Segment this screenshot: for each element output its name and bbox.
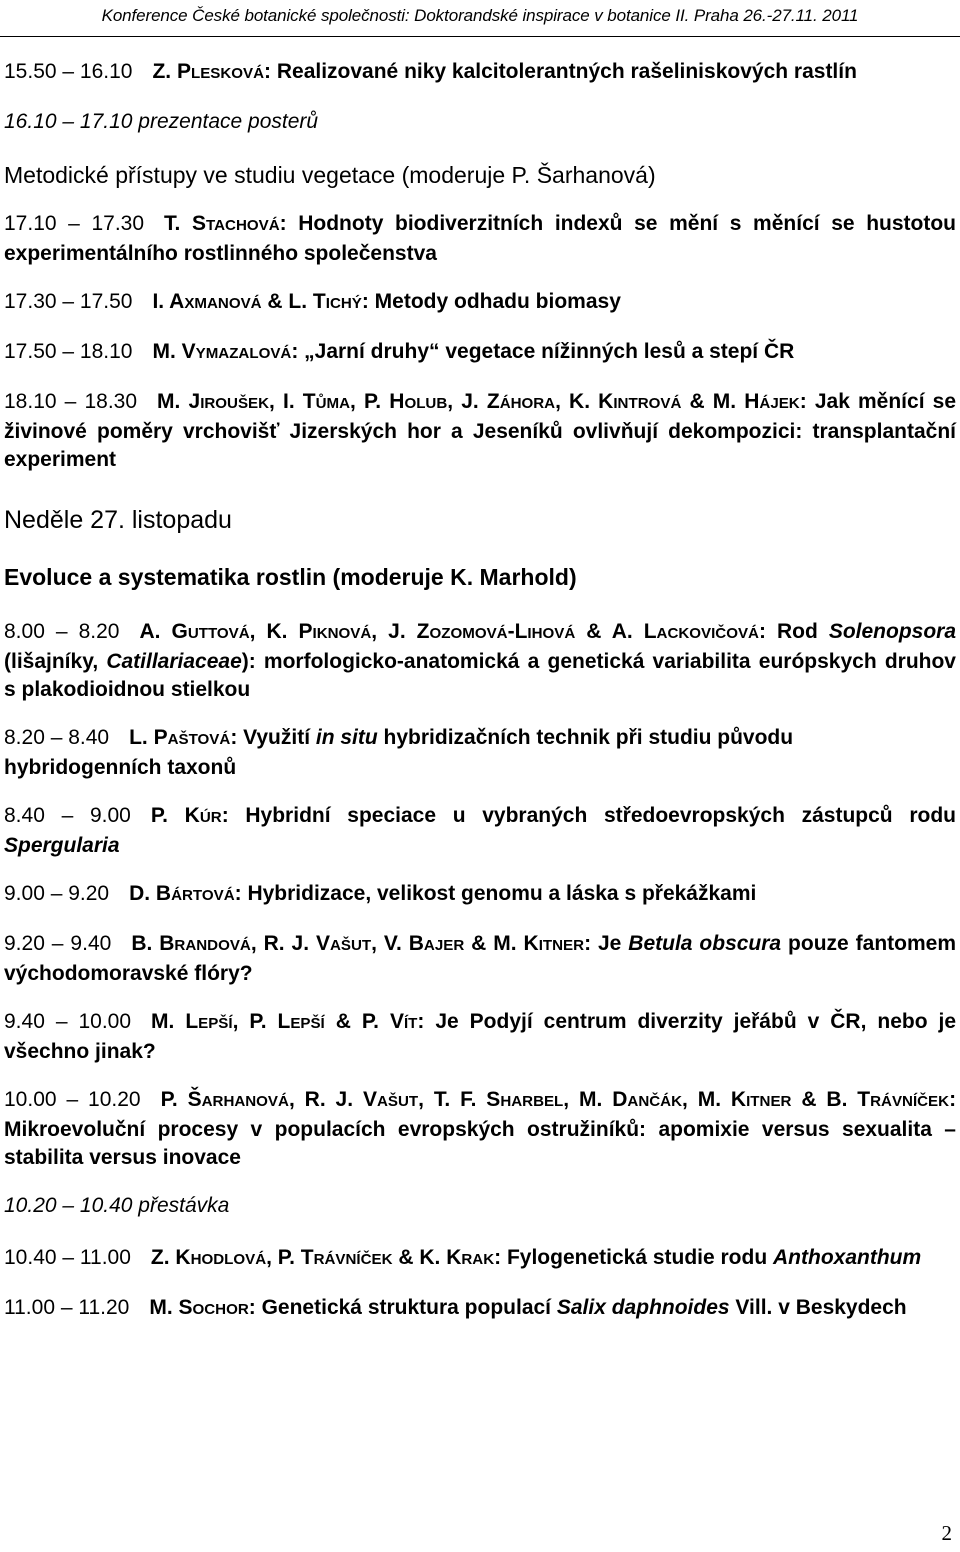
author: , K. K: [555, 390, 614, 413]
entry-title: : „Jarní druhy“ vegetace nížinných lesů a stepí ČR: [291, 340, 795, 363]
author-surname: AŠUT: [376, 1093, 419, 1110]
program-entry: [4, 1008, 956, 1066]
entry-title: : Rod: [758, 620, 829, 643]
entry-time: 17.30 – 17.50: [4, 290, 133, 313]
session-heading: Evoluce a systematika rostlin (moderuje K. Marhold): [4, 564, 577, 590]
author-surname: OLUB: [404, 395, 448, 412]
entry-time: 17.50 – 18.10: [4, 340, 133, 363]
author: , M. K: [681, 1088, 747, 1111]
entry-title: : Mikroevoluční procesy v populacích evropských ostružiníků: apomixie versus sexualita – stabilita versus inovace: [4, 1088, 957, 1169]
program-entry: [4, 1244, 956, 1274]
entry-title: : Realizované niky kalcitolerantných rašeliniskových rastlín: [264, 60, 857, 83]
program-entry: [4, 880, 956, 910]
program-entry: [4, 802, 956, 860]
running-header: Konference České botanické společnosti: Doktorandské inspirace v botanice II. Praha 26.-27.11. 2011: [101, 6, 859, 25]
author-surname: RÁVNÍČEK: [870, 1093, 950, 1110]
author: I. A: [152, 290, 185, 313]
taxon-name: Catillariaceae: [106, 650, 242, 673]
entry-time: 17.10 – 17.30: [4, 212, 145, 235]
entry-time: 11.00 – 11.20: [4, 1296, 130, 1319]
author-surname: EPŠÍ: [290, 1015, 325, 1032]
author: , P. L: [232, 1010, 291, 1033]
author: B. B: [131, 932, 175, 955]
author-surname: ICHÝ: [325, 295, 362, 312]
entry-title: hybridizačních technik při studiu původu hybridogenních taxonů: [4, 726, 794, 779]
entry-time: 9.20 – 9.40: [4, 932, 112, 955]
program-entry: [4, 210, 956, 268]
entry-title: : Hodnoty biodiverzitních indexů se mění s měnící se hustotou experimentálního rostlinného společenstva: [4, 212, 956, 265]
author: , J. Z: [447, 390, 500, 413]
author: , K. P: [249, 620, 313, 643]
author-surname: RÁVNÍČEK: [313, 1251, 393, 1268]
author-surname: HODLOVÁ: [190, 1251, 267, 1268]
author: -L: [507, 620, 528, 643]
entry-time: 8.20 – 8.40: [4, 726, 110, 749]
entry-time: 8.40 – 9.00: [4, 804, 131, 827]
author-surname: ÁJEK: [759, 395, 800, 412]
author: , I. T: [269, 390, 316, 413]
author-surname: AŠUT: [329, 937, 372, 954]
author-surname: UTTOVÁ: [187, 625, 250, 642]
entry-time: 18.10 – 18.30: [4, 390, 138, 413]
entry-title: : Využití: [230, 726, 316, 749]
session-heading: Metodické přístupy ve studiu vegetace (moderuje P. Šarhanová): [4, 162, 656, 188]
author: Z. K: [150, 1246, 191, 1269]
author: & L. T: [261, 290, 326, 313]
author: & M. K: [464, 932, 539, 955]
program-entry: [4, 724, 956, 782]
entry-title: Vill. v Beskydech: [729, 1296, 907, 1319]
entry-time: 9.00 – 9.20: [4, 882, 110, 905]
entry-title: : Hybridizace, velikost genomu a láska s překážkami: [234, 882, 757, 905]
entry-title: : Je: [584, 932, 629, 955]
taxon-name: Spergularia: [4, 834, 120, 857]
taxon-name: Betula obscura: [628, 932, 782, 955]
author: Z. P: [152, 60, 191, 83]
author-surname: IKNOVÁ: [312, 625, 372, 642]
author: & M. H: [681, 390, 760, 413]
author: & P. V: [324, 1010, 404, 1033]
author: A. G: [139, 620, 188, 643]
author: , P. T: [266, 1246, 314, 1269]
author-surname: ARHANOVÁ: [201, 1093, 289, 1110]
author: , V. B: [371, 932, 424, 955]
entry-title: : Metody odhadu biomasy: [361, 290, 621, 313]
taxon-name: Solenopsora: [828, 620, 957, 643]
program-content: [4, 58, 956, 1344]
author-surname: ANČÁK: [627, 1093, 682, 1110]
author: M. L: [151, 1010, 199, 1033]
program-entry: [4, 58, 956, 88]
author-surname: IHOVÁ: [527, 625, 576, 642]
entry-title: : Genetická struktura populací: [248, 1296, 557, 1319]
author-surname: AŠTOVÁ: [167, 731, 231, 748]
entry-title: : Je Podyjí centrum diverzity jeřábů v ČR, nebo je všechno jinak?: [4, 1010, 957, 1063]
program-entry: [4, 930, 956, 988]
author: , P. H: [350, 390, 405, 413]
header-rule: [0, 36, 960, 37]
author-surname: TACHOVÁ: [206, 217, 280, 234]
author: , J. Z: [371, 620, 430, 643]
program-entry: [4, 618, 956, 704]
author-surname: ŮMA: [315, 395, 351, 412]
author-surname: LESKOVÁ: [190, 65, 265, 82]
author-surname: EPŠÍ: [198, 1015, 233, 1032]
program-entry: [4, 1294, 956, 1324]
author: , T. F. S: [418, 1088, 501, 1111]
entry-title: pouze fantomem východomoravské flóry?: [4, 932, 956, 985]
entry-title: : Fylogenetická studie rodu: [494, 1246, 774, 1269]
author-surname: ITNER: [538, 937, 585, 954]
author: M. S: [149, 1296, 193, 1319]
posters-line: 16.10 – 17.10 prezentace posterů: [4, 110, 319, 133]
author-surname: OCHOR: [192, 1301, 249, 1318]
author: & B. T: [791, 1088, 871, 1111]
entry-title: : Hybridní speciace u vybraných středoevropských zástupců rodu: [221, 804, 956, 827]
author-surname: IROUŠEK: [200, 395, 270, 412]
author-surname: AJER: [423, 937, 465, 954]
author: , R. J. V: [250, 932, 330, 955]
author: M. V: [152, 340, 196, 363]
author-surname: RANDOVÁ: [174, 937, 251, 954]
program-entry: [4, 288, 956, 318]
author: P. Š: [160, 1088, 202, 1111]
author-surname: ITNER: [746, 1093, 792, 1110]
entry-title: (lišajníky,: [4, 650, 107, 673]
taxon-name: Salix daphnoides: [556, 1296, 730, 1319]
author: , M. D: [563, 1088, 628, 1111]
author-surname: RAK: [461, 1251, 495, 1268]
author-surname: XMANOVÁ: [184, 295, 262, 312]
day-heading: Neděle 27. listopadu: [4, 506, 232, 534]
author-surname: ÁHORA: [499, 395, 556, 412]
author-surname: ÍT: [403, 1015, 418, 1032]
taxon-name: Anthoxanthum: [773, 1246, 922, 1269]
entry-time: 8.00 – 8.20: [4, 620, 120, 643]
author-surname: ÚR: [199, 809, 222, 826]
entry-time: 15.50 – 16.10: [4, 60, 133, 83]
italic-term: in situ: [315, 726, 378, 749]
program-entry: [4, 1086, 956, 1172]
entry-time: 9.40 – 10.00: [4, 1010, 132, 1033]
author: T. S: [164, 212, 207, 235]
author-surname: YMAZALOVÁ: [195, 345, 292, 362]
author-surname: ACKOVIČOVÁ: [656, 625, 759, 642]
page-number: 2: [941, 1521, 952, 1545]
entry-title: ): morfologicko-anatomická a genetická variabilita európskych druhov s plakodioidnou stielkou: [4, 650, 956, 701]
entry-time: 10.40 – 11.00: [4, 1246, 131, 1269]
author: D. B: [129, 882, 172, 905]
author-surname: HARBEL: [500, 1093, 564, 1110]
program-entry: [4, 388, 956, 474]
program-entry: [4, 338, 956, 368]
author-surname: INTROVÁ: [613, 395, 682, 412]
author: L. P: [129, 726, 168, 749]
author-surname: ÁRTOVÁ: [171, 887, 235, 904]
author: M. J: [157, 390, 201, 413]
author: & K. K: [392, 1246, 462, 1269]
author: , R. J. V: [288, 1088, 377, 1111]
author: P. K: [150, 804, 200, 827]
entry-title: : Jak měnící se živinové poměry vrchovišť Jizerských hor a Jeseníků ovlivňují dekompozici: transplantační experiment: [4, 390, 957, 471]
entry-time: 10.00 – 10.20: [4, 1088, 141, 1111]
author: & A. L: [575, 620, 657, 643]
author-surname: OZOMOVÁ: [429, 625, 508, 642]
break-line: 10.20 – 10.40 přestávka: [4, 1194, 230, 1217]
